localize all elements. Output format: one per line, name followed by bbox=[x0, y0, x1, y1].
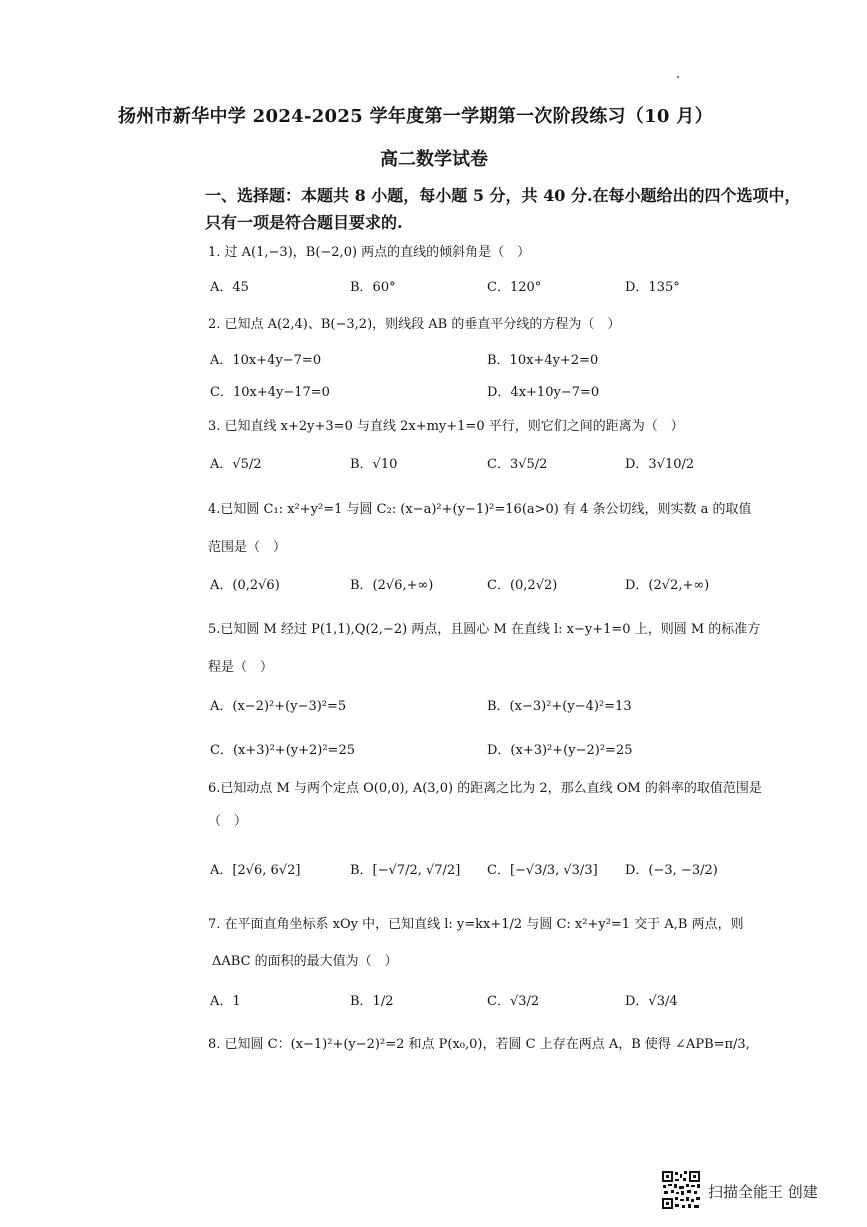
question-6-stem: 6.已知动点 M 与两个定点 O(0,0), A(3,0) 的距离之比为 2，那么直线 OM 的斜率的取值范围是 bbox=[208, 781, 762, 796]
qr-code-icon bbox=[661, 1170, 701, 1210]
section-heading-line2: 只有一项是符合题目要求的. bbox=[205, 213, 403, 232]
question-2-option-b: B．10x+4y+2=0 bbox=[487, 353, 599, 368]
question-5-stem-continued: 程是（ ） bbox=[208, 660, 274, 675]
question-3-stem: 3. 已知直线 x+2y+3=0 与直线 2x+my+1=0 平行，则它们之间的距离为（ ） bbox=[208, 419, 684, 434]
question-4-option-d: D．(2√2,+∞) bbox=[625, 578, 710, 593]
question-2-stem: 2. 已知点 A(2,4)、B(−3,2)，则线段 AB 的垂直平分线的方程为（ ） bbox=[208, 317, 621, 332]
question-1-option-c: C．120° bbox=[487, 280, 542, 295]
question-6-option-b: B．[−√7/2, √7/2] bbox=[350, 863, 461, 878]
question-2-option-d: D．4x+10y−7=0 bbox=[487, 385, 600, 400]
question-6-option-a: A．[2√6, 6√2] bbox=[210, 863, 301, 878]
question-4-option-a: A．(0,2√6) bbox=[210, 578, 280, 593]
question-3-option-a: A．√5/2 bbox=[210, 457, 262, 472]
question-5-option-c: C．(x+3)²+(y+2)²=25 bbox=[210, 743, 355, 758]
question-1-option-b: B．60° bbox=[350, 280, 396, 295]
question-2-option-a: A．10x+4y−7=0 bbox=[210, 353, 322, 368]
question-7-option-b: B．1/2 bbox=[350, 994, 394, 1009]
question-1-option-a: A．45 bbox=[210, 280, 249, 295]
question-4-option-b: B．(2√6,+∞) bbox=[350, 578, 434, 593]
question-7-option-c: C．√3/2 bbox=[487, 994, 540, 1009]
question-1-option-d: D．135° bbox=[625, 280, 680, 295]
question-6-option-d: D．(−3, −3/2) bbox=[625, 863, 718, 878]
scanner-watermark bbox=[661, 1170, 851, 1214]
section-heading-line1: 一、选择题：本题共 8 小题，每小题 5 分，共 40 分.在每小题给出的四个选项中， bbox=[205, 186, 801, 205]
question-5-stem: 5.已知圆 M 经过 P(1,1),Q(2,−2) 两点，且圆心 M 在直线 l: x−y+1=0 上，则圆 M 的标准方 bbox=[208, 622, 761, 637]
question-7-option-a: A．1 bbox=[210, 994, 241, 1009]
question-3-option-d: D．3√10/2 bbox=[625, 457, 695, 472]
question-8-stem: 8. 已知圆 C：(x−1)²+(y−2)²=2 和点 P(x₀,0)，若圆 C 上存在两点 A，B 使得 ∠APB=π/3, bbox=[208, 1037, 750, 1052]
watermark-label: 扫描全能王 创建 bbox=[708, 1183, 818, 1201]
question-5-option-b: B．(x−3)²+(y−4)²=13 bbox=[487, 699, 632, 714]
question-4-stem: 4.已知圆 C₁: x²+y²=1 与圆 C₂: (x−a)²+(y−1)²=16(a>0) 有 4 条公切线，则实数 a 的取值 bbox=[208, 502, 752, 517]
scan-speck bbox=[677, 76, 679, 78]
question-3-option-b: B．√10 bbox=[350, 457, 398, 472]
question-6-stem-continued: （ ） bbox=[208, 814, 248, 829]
question-1-stem: 1. 过 A(1,−3)，B(−2,0) 两点的直线的倾斜角是（ ） bbox=[208, 245, 531, 260]
question-7-stem: 7. 在平面直角坐标系 xOy 中，已知直线 l: y=kx+1/2 与圆 C: x²+y²=1 交于 A,B 两点，则 bbox=[208, 917, 744, 932]
question-4-option-c: C．(0,2√2) bbox=[487, 578, 558, 593]
question-2-option-c: C．10x+4y−17=0 bbox=[210, 385, 330, 400]
question-3-option-c: C．3√5/2 bbox=[487, 457, 548, 472]
question-5-option-d: D．(x+3)²+(y−2)²=25 bbox=[487, 743, 633, 758]
page-title: 扬州市新华中学 2024-2025 学年度第一学期第一次阶段练习（10 月） bbox=[118, 106, 713, 127]
question-7-stem-continued: ΔABC 的面积的最大值为（ ） bbox=[212, 954, 398, 969]
question-7-option-d: D．√3/4 bbox=[625, 994, 678, 1009]
question-4-stem-continued: 范围是（ ） bbox=[208, 540, 287, 555]
question-5-option-a: A．(x−2)²+(y−3)²=5 bbox=[210, 699, 347, 714]
page-subtitle: 高二数学试卷 bbox=[380, 149, 488, 170]
question-6-option-c: C．[−√3/3, √3/3] bbox=[487, 863, 598, 878]
